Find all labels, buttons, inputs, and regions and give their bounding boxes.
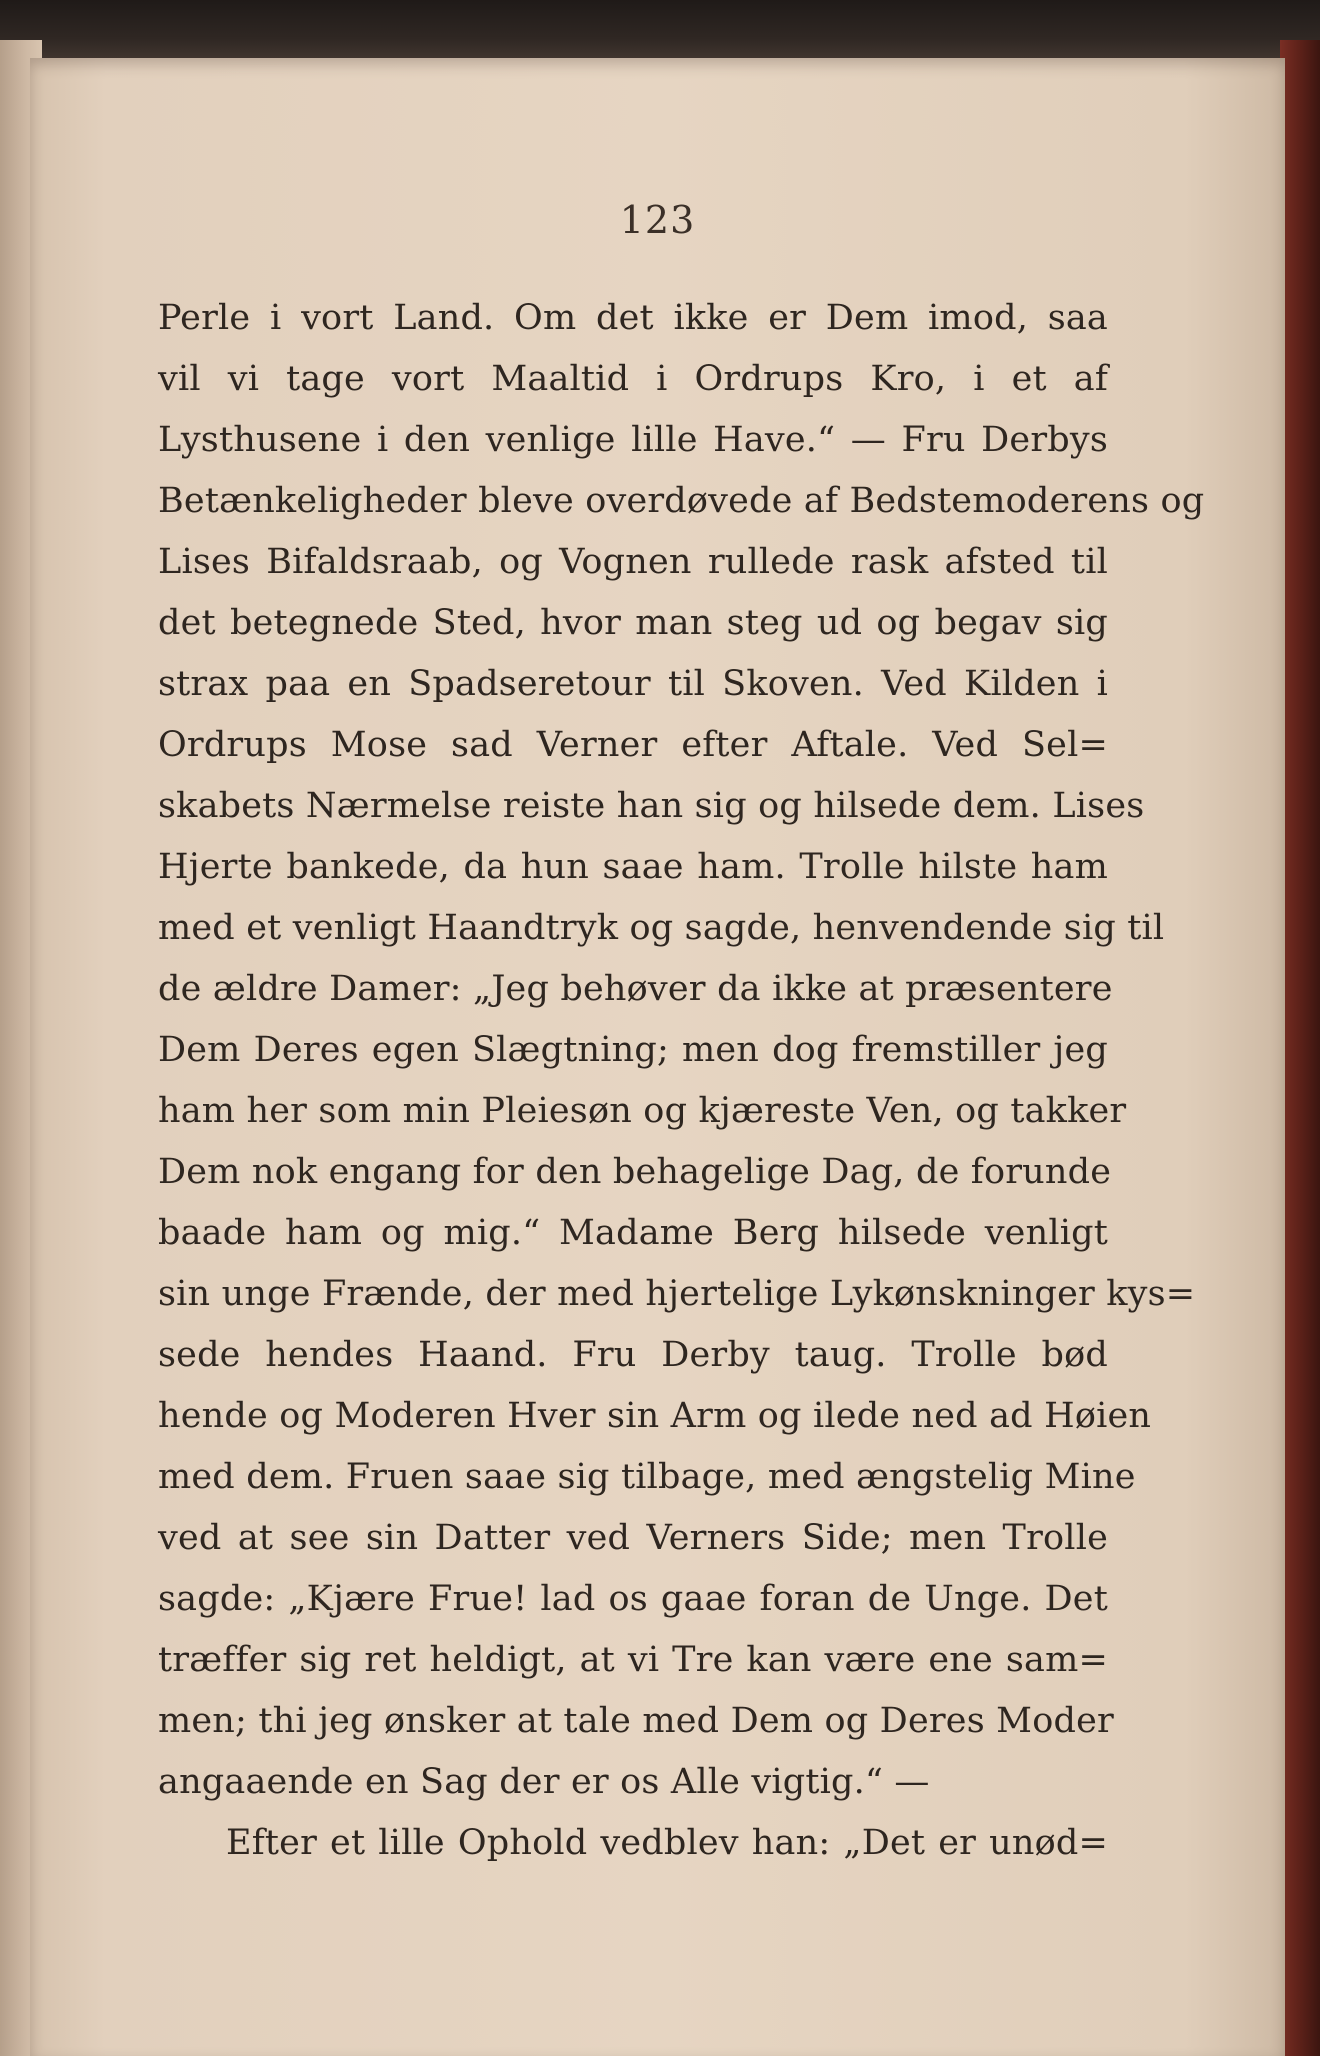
text-line: det betegnede Sted, hvor man steg ud og begav sig xyxy=(158,603,1108,643)
text-line: træffer sig ret heldigt, at vi Tre kan være ene sam= xyxy=(158,1640,1108,1680)
text-line: Lises Bifaldsraab, og Vognen rullede rask afsted til xyxy=(158,542,1108,582)
text-line: Ordrups Mose sad Verner efter Aftale. Ved Sel= xyxy=(158,725,1108,765)
text-line: Lysthusene i den venlige lille Have.“ — Fru Derbys xyxy=(158,420,1108,460)
text-line: sagde: „Kjære Frue! lad os gaae foran de Unge. Det xyxy=(158,1579,1108,1619)
text-line: ham her som min Pleiesøn og kjæreste Ven, og takker xyxy=(158,1091,1127,1131)
text-line: med dem. Fruen saae sig tilbage, med ængstelig Mine xyxy=(158,1457,1136,1497)
body-text xyxy=(158,288,1205,1874)
text-line: de ældre Damer: „Jeg behøver da ikke at præsentere xyxy=(158,969,1113,1009)
text-line: angaaende en Sag der er os Alle vigtig.“ — xyxy=(158,1762,930,1802)
text-line: Perle i vort Land. Om det ikke er Dem imod, saa xyxy=(158,298,1108,338)
page-number: 123 xyxy=(619,198,696,242)
text-line: ved at see sin Datter ved Verners Side; men Trolle xyxy=(158,1518,1108,1558)
text-line: Dem Deres egen Slægtning; men dog fremstiller jeg xyxy=(158,1030,1108,1070)
text-line: strax paa en Spadseretour til Skoven. Ved Kilden i xyxy=(158,664,1108,704)
text-line: baade ham og mig.“ Madame Berg hilsede venligt xyxy=(158,1213,1108,1253)
book-cover-edge xyxy=(1280,40,1320,2056)
text-line: Efter et lille Ophold vedblev han: „Det er unød= xyxy=(226,1823,1108,1863)
text-line: sede hendes Haand. Fru Derby taug. Trolle bød xyxy=(158,1335,1108,1375)
text-line: hende og Moderen Hver sin Arm og ilede ned ad Høien xyxy=(158,1396,1152,1436)
text-line: Betænkeligheder bleve overdøvede af Bedstemoderens og xyxy=(158,481,1205,521)
text-line: men; thi jeg ønsker at tale med Dem og Deres Moder xyxy=(158,1701,1114,1741)
text-line: skabets Nærmelse reiste han sig og hilsede dem. Lises xyxy=(158,786,1145,826)
text-line: sin unge Frænde, der med hjertelige Lykønskninger kys= xyxy=(158,1274,1196,1314)
book-page xyxy=(30,58,1285,2056)
text-line: vil vi tage vort Maaltid i Ordrups Kro, i et af xyxy=(158,359,1108,399)
text-line: Dem nok engang for den behagelige Dag, de forunde xyxy=(158,1152,1112,1192)
text-line: med et venligt Haandtryk og sagde, henvendende sig til xyxy=(158,908,1165,948)
text-line: Hjerte bankede, da hun saae ham. Trolle hilste ham xyxy=(158,847,1108,887)
